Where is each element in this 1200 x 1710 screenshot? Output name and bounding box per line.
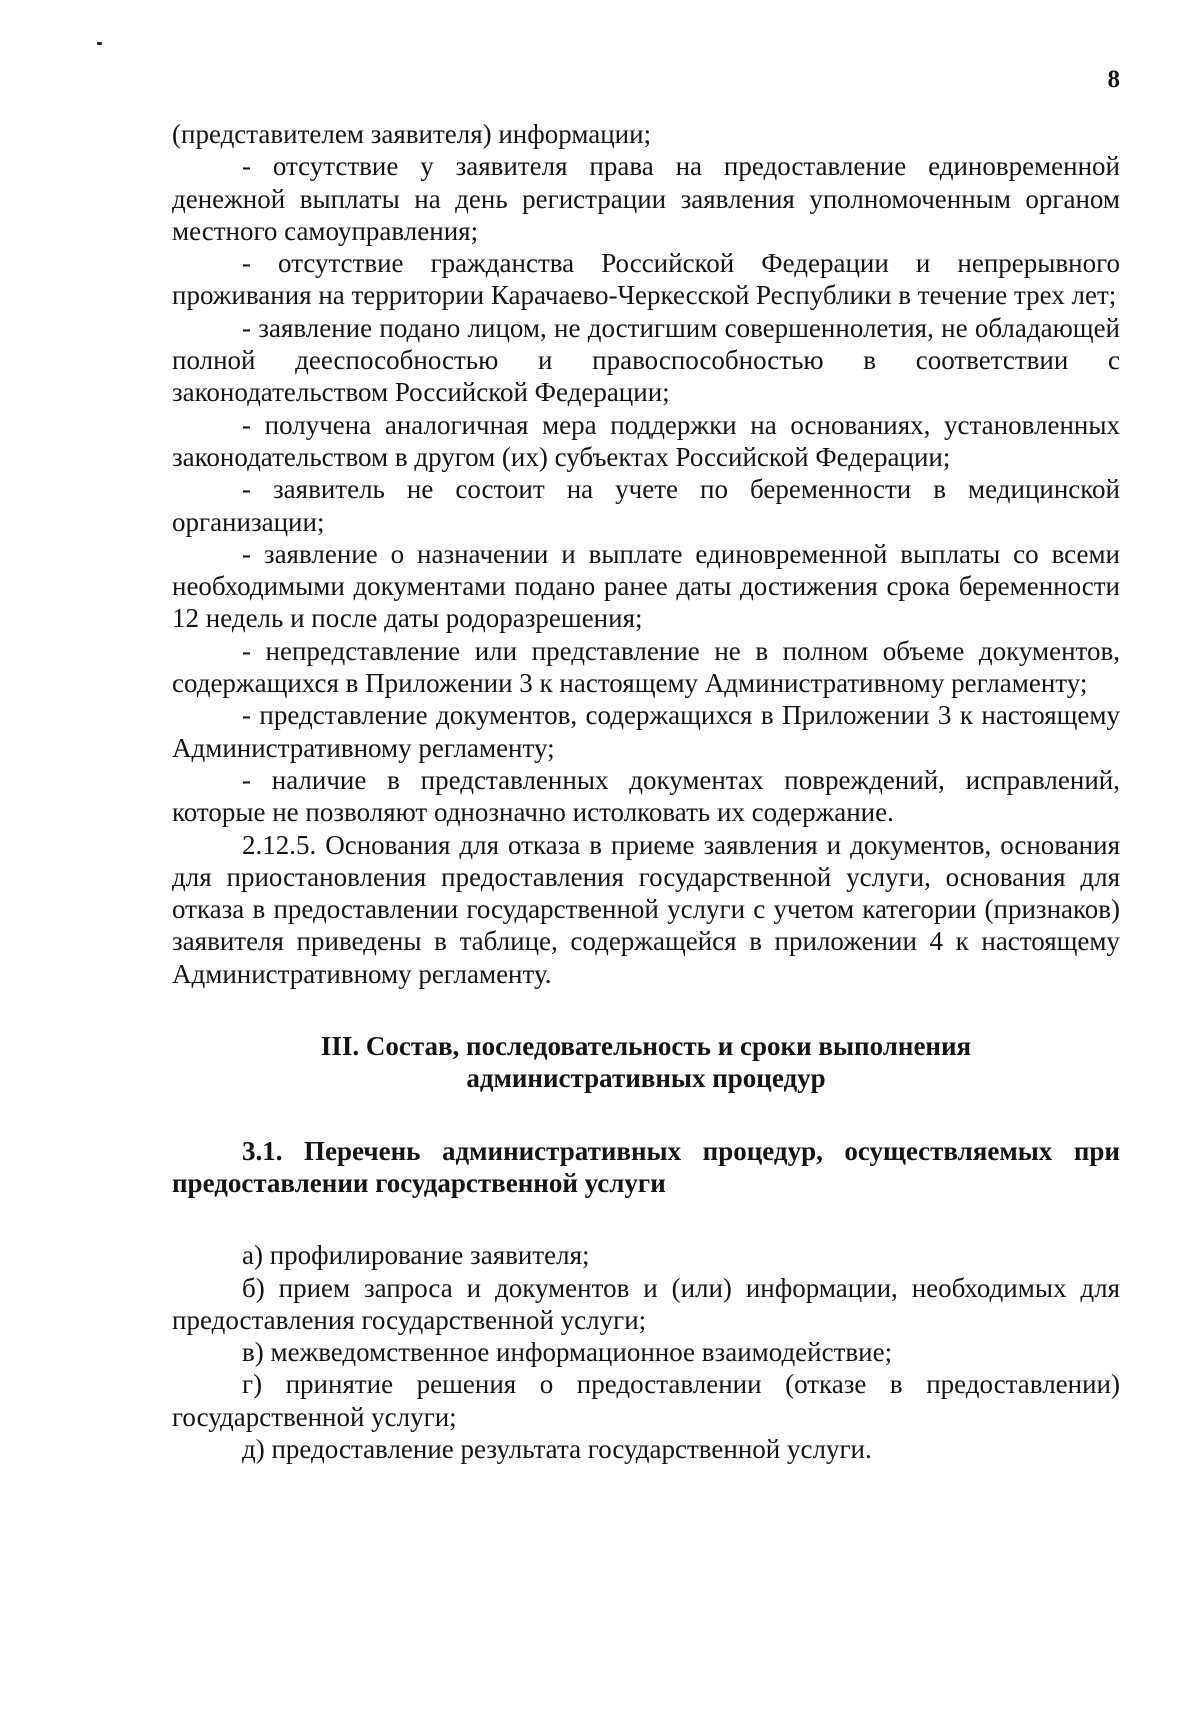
paragraph-incomplete-documents: - непредставление или представление не в полном объеме документов, содержащихся в Приложении 3 к настоящему Административному регламенту; [172,635,1120,699]
procedure-item-a: а) профилирование заявителя; [242,1240,590,1271]
paragraph-minor-applicant: - заявление подано лицом, не достигшим совершеннолетия, не обладающей полной дееспособностью и правоспособностью в соответствии с законодательством Российской Федерации; [172,312,1120,408]
paragraph-no-citizenship: - отсутствие гражданства Российской Федерации и непрерывного проживания на территории Карачаево-Черкесской Республики в течение трех лет; [172,248,1120,311]
procedure-item-v: в) межведомственное информационное взаимодействие; [242,1337,893,1368]
procedure-item-g: г) принятие решения о предоставлении (отказе в предоставлении) государственной услуги; [172,1369,1120,1432]
paragraph-similar-support: - получена аналогичная мера поддержки на основаниях, установленных законодательством в другом (их) субъектах Российской Федерации; [172,409,1120,472]
paragraph-no-right: - отсутствие у заявителя права на предоставление единовременной денежной выплаты на день регистрации заявления уполномоченным органом местного самоуправления; [172,151,1120,246]
paragraph-not-registered: - заявитель не состоит на учете по беременности в медицинской организации; [172,474,1120,537]
page-number: 8 [1107,66,1120,93]
procedure-item-b: б) прием запроса и документов и (или) информации, необходимых для предоставления государственной услуги; [172,1272,1120,1335]
paragraph-application-timing: - заявление о назначении и выплате единовременной выплаты со всеми необходимыми документами подано ранее даты достижения срока беременности 12 недель и после даты родоразрешения; [172,538,1120,634]
section-heading: III. Состав, последовательность и сроки выполнения административных процедур [320,1031,972,1094]
subsection-heading: 3.1. Перечень административных процедур, осуществляемых при предоставлении государственной услуги [172,1135,1120,1198]
paragraph-2-12-5: 2.12.5. Основания для отказа в приеме заявления и документов, основания для приостановления предоставления государственной услуги, основания для отказа в предоставлении государственной услуги с учетом категории (признаков) заявителя приведены в таблице, содержащейся в приложении 4 к настоящему Административному регламенту. [172,829,1120,989]
paragraph-documents-presented: - представление документов, содержащихся в Приложении 3 к настоящему Административному регламенту; [172,700,1120,763]
paragraph-damaged-documents: - наличие в представленных документах повреждений, исправлений, которые не позволяют однозначно истолковать их содержание. [172,764,1120,828]
document-body [172,118,1120,1465]
paragraph-continuation: (представителем заявителя) информации; [172,119,652,149]
scan-speck [97,42,102,45]
procedure-item-d: д) предоставление результата государственной услуги. [242,1433,872,1464]
